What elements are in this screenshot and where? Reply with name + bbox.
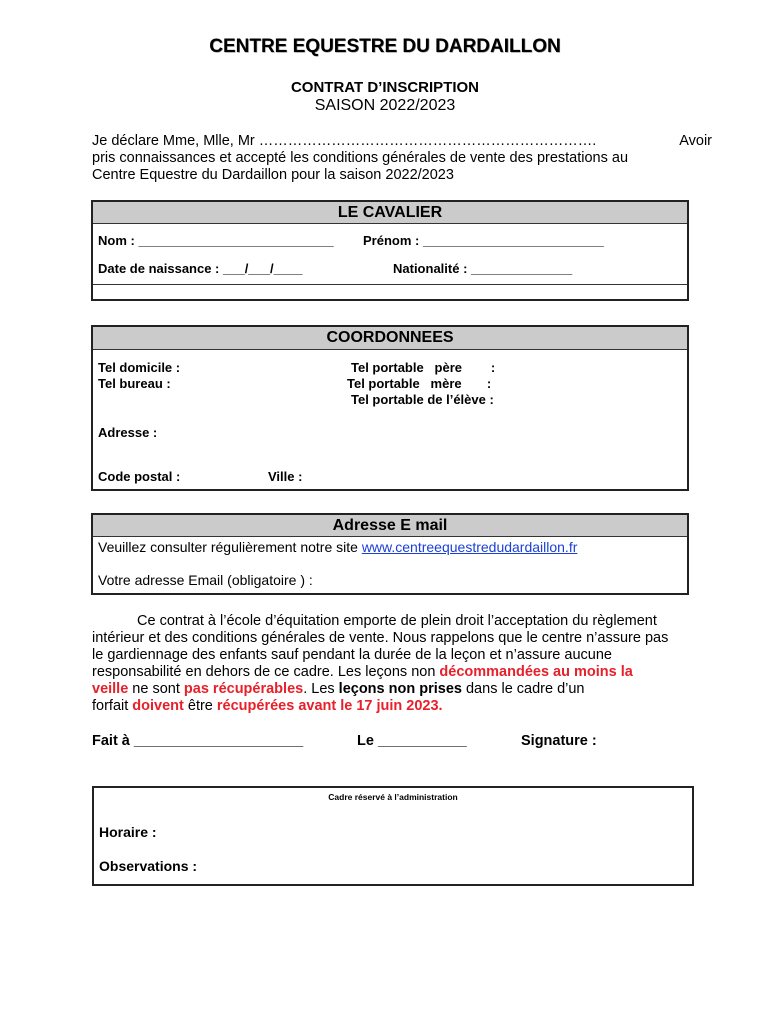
- contract-subtitle: CONTRAT D’INSCRIPTION: [290, 79, 480, 96]
- highlight-text: doivent: [132, 698, 184, 714]
- contract-line-4: [92, 664, 712, 681]
- contract-line-5: [92, 681, 712, 698]
- contract-paragraph: [92, 613, 712, 715]
- birthdate-field[interactable]: Date de naissance : ___/___/____: [98, 261, 303, 276]
- observations-field[interactable]: Observations :: [99, 858, 198, 874]
- website-line: [98, 539, 577, 555]
- intro-line-2: pris connaissances et accepté les conditions générales de vente des prestations au: [92, 150, 629, 166]
- contract-text: . Les: [303, 681, 339, 697]
- highlight-text: récupérées avant le 17 juin 2023.: [216, 698, 443, 714]
- horaire-field[interactable]: Horaire :: [99, 824, 157, 840]
- declaration-text: Je déclare Mme, Mlle, Mr …………………………………………………………….: [92, 133, 597, 149]
- nationality-field[interactable]: Nationalité : ______________: [393, 261, 573, 276]
- declaration-avoir: Avoir: [679, 133, 712, 149]
- contract-line-1: Ce contrat à l’école d’équitation emporte de plein droit l’acceptation du règlement: [137, 613, 657, 629]
- date-le-field[interactable]: Le ___________: [357, 733, 467, 749]
- intro-line-3: Centre Equestre du Dardaillon pour la saison 2022/2023: [92, 167, 454, 183]
- tel-pere-field[interactable]: Tel portable père :: [351, 360, 496, 375]
- email-heading: Adresse E mail: [93, 515, 687, 537]
- contract-text: dans le cadre d’un: [461, 681, 585, 697]
- email-field[interactable]: Votre adresse Email (obligatoire ) :: [98, 572, 313, 588]
- adresse-field[interactable]: Adresse :: [98, 425, 158, 440]
- consult-text: Veuillez consulter régulièrement notre site: [98, 539, 362, 555]
- highlight-text: veille: [92, 681, 129, 697]
- signature-field[interactable]: Signature :: [521, 733, 597, 749]
- cavalier-section: [91, 200, 689, 301]
- highlight-text: décommandées au moins la: [439, 664, 633, 680]
- cavalier-heading: LE CAVALIER: [93, 202, 687, 224]
- tel-mere-field[interactable]: Tel portable mère :: [347, 376, 492, 391]
- intro-paragraph: [92, 133, 712, 184]
- season-label: SAISON 2022/2023: [314, 97, 456, 114]
- nom-field[interactable]: Nom : ___________________________: [98, 233, 334, 248]
- fait-a-field[interactable]: Fait à _____________________: [92, 733, 304, 749]
- page-title: CENTRE EQUESTRE DU DARDAILLON: [209, 36, 561, 57]
- contract-text: ne sont: [128, 681, 184, 697]
- cavalier-divider: [93, 284, 687, 285]
- ville-field[interactable]: Ville :: [268, 469, 303, 484]
- admin-title: Cadre réservé à l’administration: [328, 792, 458, 802]
- contract-line-3: le gardiennage des enfants sauf pendant la durée de la leçon et n’assure aucune: [92, 647, 612, 663]
- coordonnees-heading: COORDONNEES: [93, 327, 687, 350]
- intro-line-1: [92, 133, 712, 150]
- contract-line-6: [92, 698, 712, 715]
- admin-section: [92, 786, 694, 886]
- contract-text: forfait: [92, 698, 133, 714]
- tel-eleve-field[interactable]: Tel portable de l’élève :: [351, 392, 494, 407]
- contract-text: être: [183, 698, 217, 714]
- contract-text: responsabilité en dehors de ce cadre. Les leçons non: [92, 664, 440, 680]
- website-link[interactable]: www.centreequestredudardaillon.fr: [361, 539, 578, 555]
- bold-text: leçons non prises: [338, 681, 462, 697]
- code-postal-field[interactable]: Code postal :: [98, 469, 181, 484]
- highlight-text: pas récupérables: [183, 681, 304, 697]
- prenom-field[interactable]: Prénom : _________________________: [363, 233, 604, 248]
- coordonnees-section: [91, 325, 689, 491]
- contract-line-2: intérieur et des conditions générales de vente. Nous rappelons que le centre n’assure pas: [92, 630, 669, 646]
- tel-bureau-field[interactable]: Tel bureau :: [98, 376, 171, 391]
- tel-domicile-field[interactable]: Tel domicile :: [98, 360, 181, 375]
- email-section: [91, 513, 689, 595]
